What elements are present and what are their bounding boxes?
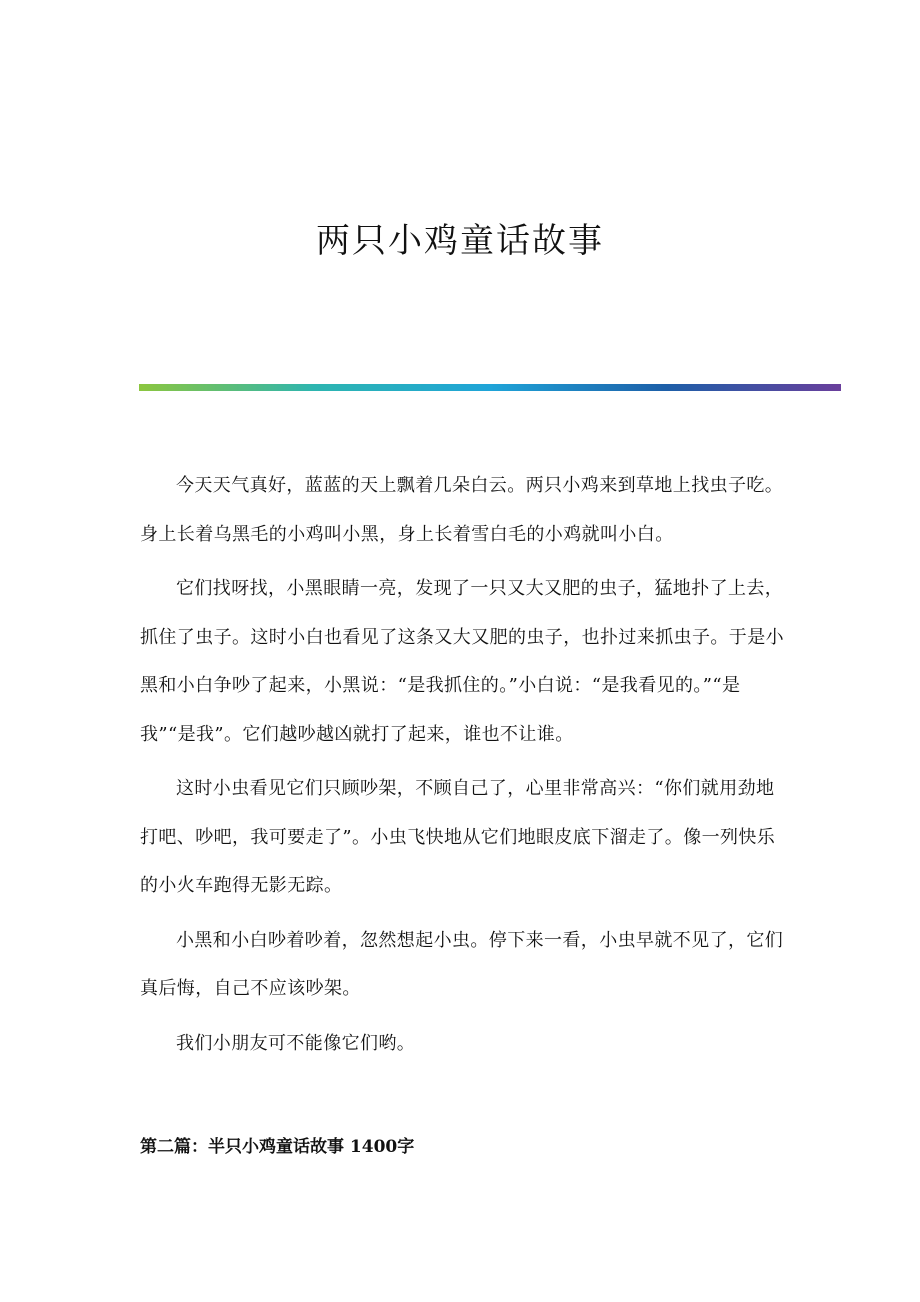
paragraph: 这时小虫看见它们只顾吵架，不顾自己了，心里非常高兴：“你们就用劲地打吧、吵吧，我可要走了”。小虫飞快地从它们地眼皮底下溜走了。像一列快乐的小火车跑得无影无踪。	[140, 778, 776, 896]
document-title: 两只小鸡童话故事	[316, 221, 604, 261]
paragraph: 小黑和小白吵着吵着，忽然想起小虫。停下来一看，小虫早就不见了，它们真后悔，自己不应该吵架。	[140, 929, 784, 999]
next-section-heading: 第二篇：半只小鸡童话故事 1400字	[140, 1137, 415, 1157]
paragraph: 今天天气真好，蓝蓝的天上飘着几朵白云。两只小鸡来到草地上找虫子吃。身上长着乌黑毛的小鸡叫小黑，身上长着雪白毛的小鸡就叫小白。	[140, 475, 784, 545]
title-divider	[139, 384, 841, 391]
paragraph: 我们小朋友可不能像它们哟。	[176, 1032, 416, 1054]
story-body	[140, 462, 786, 1074]
paragraph: 它们找呀找，小黑眼睛一亮，发现了一只又大又肥的虫子，猛地扑了上去，抓住了虫子。这时小白也看见了这条又大又肥的虫子，也扑过来抓虫子。于是小黑和小白争吵了起来，小黑说：“是我抓住的。”小白说：“是我看见的。”“是我”“是我”。它们越吵越凶就打了起来，谁也不让谁。	[140, 578, 784, 745]
